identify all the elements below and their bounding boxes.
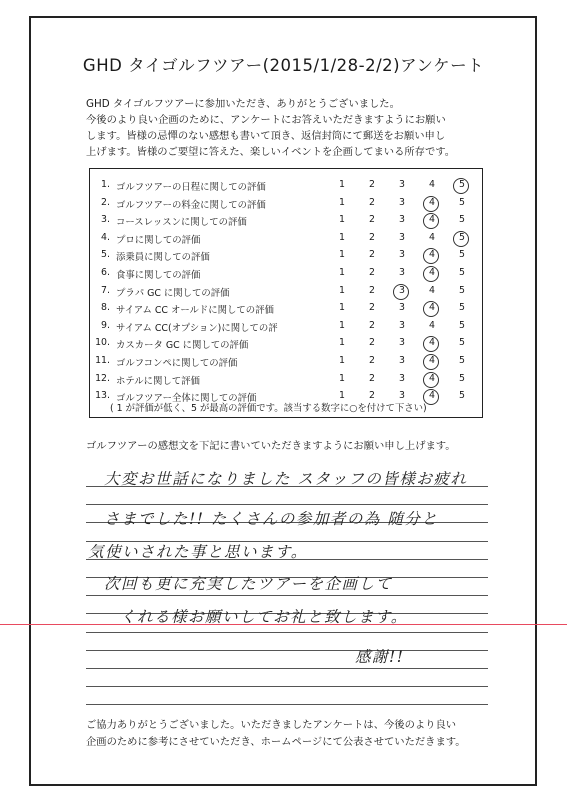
score-option[interactable]: 2 [369, 355, 375, 366]
question-row [90, 194, 484, 212]
question-row [90, 246, 484, 264]
score-option[interactable]: 3 [399, 231, 405, 243]
question-row [90, 317, 484, 335]
handwritten-line: さまでした!! たくさんの参加者の為 随分と [104, 510, 439, 528]
score-option[interactable]: 5 [459, 214, 465, 226]
selected-circle [423, 248, 439, 264]
selected-circle [423, 389, 439, 405]
score-option[interactable]: 2 [369, 302, 375, 314]
question-label: カスカータ GC に関しての評価 [116, 340, 249, 352]
selected-circle [423, 266, 439, 282]
score-option[interactable]: 1 [339, 267, 345, 278]
score-option[interactable]: 1 [339, 249, 345, 261]
score-option[interactable]: 2 [369, 337, 375, 349]
score-option[interactable]: 2 [369, 179, 375, 190]
score-option[interactable]: 4 [426, 355, 438, 366]
question-row [90, 176, 484, 194]
score-option[interactable]: 3 [399, 249, 405, 261]
question-row [90, 299, 484, 317]
score-option[interactable]: 1 [339, 196, 345, 208]
question-label: コースレッスンに関しての評価 [116, 217, 247, 229]
score-option[interactable]: 5 [459, 196, 465, 208]
score-option[interactable]: 4 [429, 179, 435, 190]
score-option[interactable]: 2 [369, 249, 375, 261]
score-option[interactable]: 3 [399, 267, 405, 278]
score-option[interactable]: 2 [369, 284, 375, 296]
score-option[interactable]: 4 [426, 302, 438, 313]
score-option[interactable]: 1 [339, 390, 345, 402]
question-label: ゴルフツアーの日程に関しての評価 [116, 182, 266, 193]
question-label: サイアム CC オールドに関しての評価 [116, 305, 274, 317]
question-row [90, 387, 484, 405]
question-label: プラパ GC に関しての評価 [116, 287, 230, 299]
scan-red-line [0, 624, 567, 625]
question-label: ゴルフツアーの料金に関しての評価 [116, 199, 266, 211]
score-option[interactable]: 4 [426, 373, 438, 384]
score-option[interactable]: 3 [399, 372, 405, 384]
question-label: 食事に関しての評価 [116, 270, 201, 281]
question-row [90, 334, 484, 352]
handwritten-line: 大変お世話になりました スタッフの皆様お疲れ [104, 470, 468, 488]
handwritten-line: 感謝!! [355, 648, 405, 666]
question-number: 1. [101, 179, 110, 190]
score-option[interactable]: 5 [456, 179, 468, 190]
handwritten-line: 次回も更に充実したツアーを企画して [104, 575, 393, 593]
question-label: ゴルフコンペに関しての評価 [116, 358, 238, 369]
score-option[interactable]: 3 [396, 285, 408, 296]
handwritten-line: くれる様お願いしてお礼と致します。 [120, 608, 408, 626]
score-option[interactable]: 4 [426, 267, 438, 278]
score-option[interactable]: 5 [459, 372, 465, 384]
rating-scale-note: ( 1 が評価が低く、5 が最高の評価です。該当する数字に○を付けて下さい) [110, 403, 427, 414]
question-label: 添乗員に関しての評価 [116, 252, 210, 264]
ruled-line [86, 595, 488, 596]
question-number: 5. [101, 249, 110, 261]
question-number: 6. [101, 267, 110, 278]
ruled-line [86, 650, 488, 651]
question-number: 12. [95, 372, 110, 384]
score-option[interactable]: 5 [459, 267, 465, 278]
score-option[interactable]: 5 [456, 232, 468, 243]
question-number: 13. [95, 390, 110, 402]
page-title: GHD タイゴルフツアー(2015/1/28-2/2)アンケート [82, 56, 485, 75]
ruled-line [86, 632, 488, 633]
selected-circle [423, 354, 439, 370]
question-number: 7. [101, 284, 110, 296]
score-option[interactable]: 4 [429, 319, 435, 331]
score-option[interactable]: 2 [369, 267, 375, 278]
question-row [90, 352, 484, 370]
score-option[interactable]: 4 [426, 249, 438, 260]
selected-circle [423, 196, 439, 212]
selected-circle [423, 372, 439, 388]
footer-text: ご協力ありがとうございました。いただきましたアンケートは、今後のより良い 企画のために参考にさせていただき、ホームページにて公表させていただきます。 [86, 719, 466, 748]
ruled-line [86, 704, 488, 705]
score-option[interactable]: 5 [459, 249, 465, 261]
ruled-line [86, 686, 488, 687]
selected-circle [423, 301, 439, 317]
score-option[interactable]: 5 [459, 284, 465, 296]
score-option[interactable]: 1 [339, 355, 345, 366]
score-option[interactable]: 3 [399, 214, 405, 226]
score-option[interactable]: 1 [339, 319, 345, 331]
score-option[interactable]: 3 [399, 355, 405, 366]
question-row [90, 211, 484, 229]
ruled-line [86, 668, 488, 669]
selected-circle [453, 178, 469, 194]
score-option[interactable]: 2 [369, 319, 375, 331]
selected-circle [423, 213, 439, 229]
question-number: 9. [101, 319, 110, 331]
selected-circle [423, 336, 439, 352]
score-option[interactable]: 2 [369, 214, 375, 226]
question-row [90, 229, 484, 247]
score-option[interactable]: 1 [339, 214, 345, 226]
question-number: 2. [101, 196, 110, 208]
question-row [90, 370, 484, 388]
question-number: 11. [95, 355, 110, 366]
score-option[interactable]: 3 [399, 390, 405, 402]
question-number: 3. [101, 214, 110, 226]
score-option[interactable]: 1 [339, 231, 345, 243]
score-option[interactable]: 4 [429, 284, 435, 296]
comment-prompt: ゴルフツアーの感想文を下記に書いていただきますようにお願い申し上げます。 [86, 440, 456, 452]
question-number: 8. [101, 302, 110, 314]
score-option[interactable]: 5 [459, 390, 465, 402]
score-option[interactable]: 4 [426, 214, 438, 225]
score-option[interactable]: 4 [426, 390, 438, 401]
score-option[interactable]: 3 [399, 319, 405, 331]
question-label: プロに関しての評価 [116, 234, 201, 246]
score-option[interactable]: 1 [339, 302, 345, 314]
question-number: 4. [101, 231, 110, 243]
score-option[interactable]: 3 [399, 302, 405, 314]
score-option[interactable]: 1 [339, 284, 345, 296]
question-label: ホテルに関して評価 [116, 375, 200, 387]
score-option[interactable]: 4 [426, 337, 438, 348]
question-row [90, 264, 484, 282]
selected-circle [393, 284, 409, 300]
score-option[interactable]: 3 [399, 337, 405, 349]
question-label: ゴルフツアー全体に関しての評価 [116, 393, 257, 405]
score-option[interactable]: 3 [399, 179, 405, 190]
question-number: 10. [95, 337, 110, 349]
ruled-line [86, 504, 488, 505]
score-option[interactable]: 3 [399, 196, 405, 208]
score-option[interactable]: 5 [459, 355, 465, 366]
score-option[interactable]: 2 [369, 390, 375, 402]
score-option[interactable]: 2 [369, 231, 375, 243]
selected-circle [453, 231, 469, 247]
rating-table [89, 168, 483, 418]
question-row [90, 282, 484, 300]
score-option[interactable]: 2 [369, 196, 375, 208]
score-option[interactable]: 4 [429, 231, 435, 243]
score-option[interactable]: 4 [426, 197, 438, 208]
handwritten-line: 気使いされた事と思います。 [88, 543, 308, 561]
score-option[interactable]: 1 [339, 179, 345, 190]
score-option[interactable]: 5 [459, 337, 465, 349]
score-option[interactable]: 1 [339, 337, 345, 349]
score-option[interactable]: 5 [459, 302, 465, 314]
score-option[interactable]: 1 [339, 372, 345, 384]
score-option[interactable]: 2 [369, 372, 375, 384]
question-label: サイアム CC(オプション)に関しての評 [116, 322, 278, 334]
score-option[interactable]: 5 [459, 319, 465, 331]
intro-text: GHD タイゴルフツアーに参加いただき、ありがとうございました。 今後のより良い企画のために、アンケートにお答えいただきますようにお願い します。皆様の忌憚のない感想も書いて頂き、返信封筒にて郵送をお願い申し 上げます。皆様のご要望に答えた、楽しいイベントを企画してまいる所存です。 [86, 98, 456, 158]
